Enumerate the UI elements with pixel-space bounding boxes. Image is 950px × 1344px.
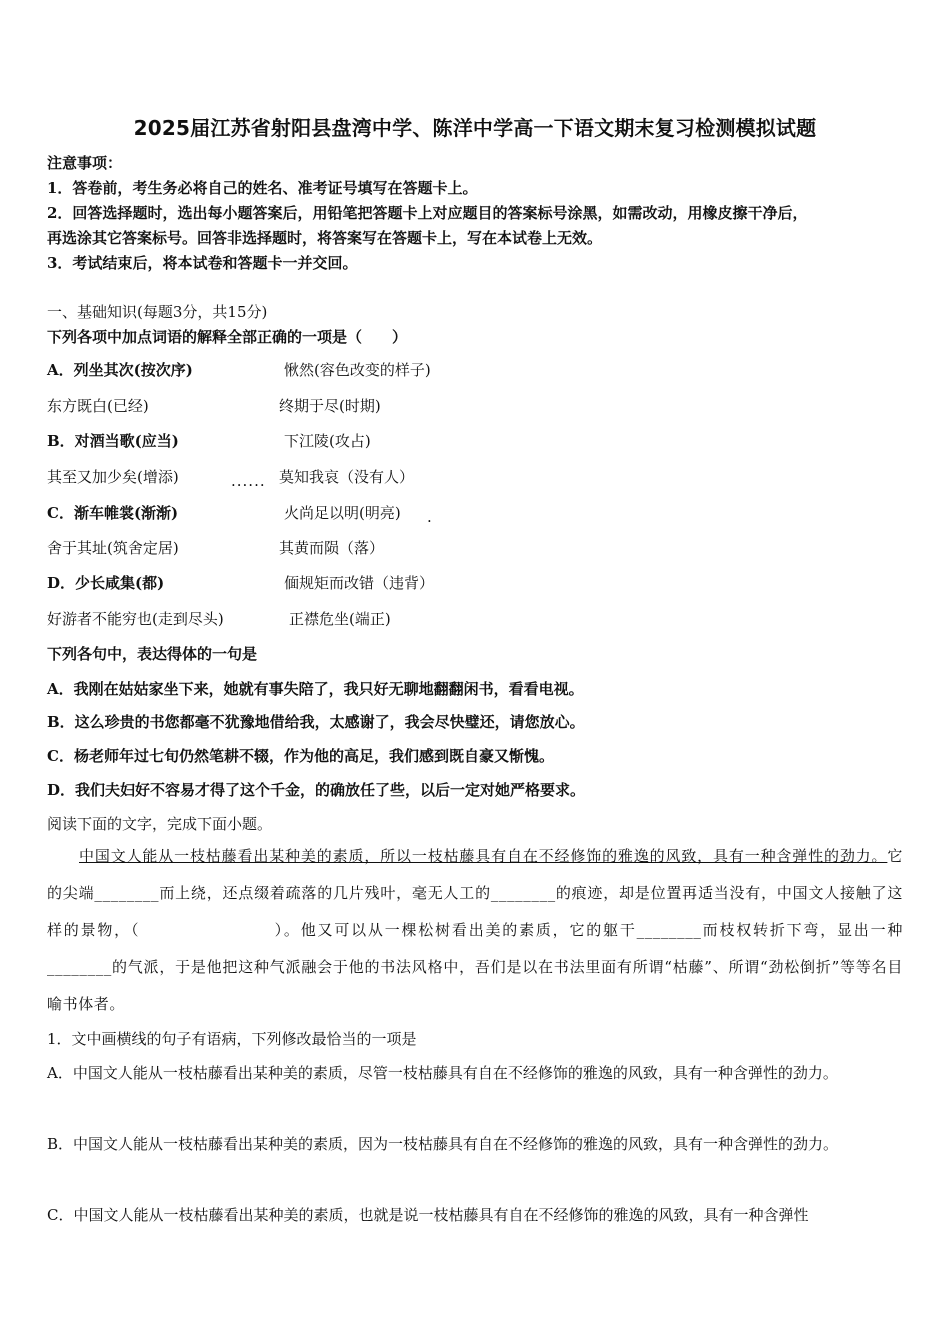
answer-option: A．我刚在姑姑家坐下来，她就有事失陪了，我只好无聊地翻翻闲书，看看电视。 bbox=[47, 680, 584, 698]
option-row bbox=[47, 359, 431, 380]
reading-passage bbox=[47, 838, 903, 1023]
option-term: 舍于其址(筑舍定居) bbox=[47, 539, 179, 557]
reading-intro: 阅读下面的文字，完成下面小题。 bbox=[47, 815, 273, 833]
option-term: 莫知我哀（没有人） bbox=[279, 468, 415, 486]
answer-option: D．我们夫妇好不容易才得了这个千金，的确放任了些，以后一定对她严格要求。 bbox=[47, 781, 586, 799]
answer-option: C．杨老师年过七旬仍然笔耕不辍，作为他的高足，我们感到既自豪又惭愧。 bbox=[47, 747, 554, 765]
notice-item: 3．考试结束后，将本试卷和答题卡一并交回。 bbox=[47, 254, 358, 272]
option-row bbox=[47, 430, 371, 451]
option-term: 终期于尽(时期) bbox=[279, 397, 381, 415]
answer-option: C．中国文人能从一枝枯藤看出某种美的素质，也就是说一枝枯藤具有自在不经修饰的雅逸的风致，具有一种含弹性 bbox=[47, 1206, 809, 1224]
answer-option: A．中国文人能从一枝枯藤看出某种美的素质，尽管一枝枯藤具有自在不经修饰的雅逸的风致，具有一种含弹性的劲力。 bbox=[47, 1064, 838, 1082]
question-stem: 下列各句中，表达得体的一句是 bbox=[47, 645, 258, 663]
notice-item: 1．答卷前，考生务必将自己的姓名、准考证号填写在答题卡上。 bbox=[47, 179, 478, 197]
option-term: 下江陵(攻占) bbox=[284, 432, 371, 450]
option-term: 其黄而陨（落） bbox=[279, 539, 385, 557]
option-term: 东方既白(已经) bbox=[47, 397, 149, 415]
notice-item: 2．回答选择题时，选出每小题答案后，用铅笔把答题卡上对应题目的答案标号涂黑，如需改动，用橡皮擦干净后， bbox=[47, 204, 808, 222]
page-title: 2025届江苏省射阳县盘湾中学、陈洋中学高一下语文期末复习检测模拟试题 bbox=[133, 116, 817, 140]
option-term: 偭规矩而改错（违背） bbox=[284, 574, 435, 592]
option-row bbox=[47, 572, 435, 593]
answer-option: B．这么珍贵的书您都毫不犹豫地借给我，太感谢了，我会尽快璧还，请您放心。 bbox=[47, 713, 585, 731]
question-stem: 下列各项中加点词语的解释全部正确的一项是（ ） bbox=[47, 328, 408, 346]
option-row bbox=[47, 466, 415, 487]
emphasis-dot: . bbox=[427, 508, 433, 526]
option-term: 愀然(容色改变的样子) bbox=[284, 361, 431, 379]
notice-item: 再选涂其它答案标号。回答非选择题时，将答案写在答题卡上，写在本试卷上无效。 bbox=[47, 229, 603, 247]
option-term: A．列坐其次(按次序) bbox=[47, 361, 193, 379]
option-term: 其至又加少矣(增添) bbox=[47, 468, 179, 486]
option-term: B．对酒当歌(应当) bbox=[47, 432, 179, 450]
underlined-sentence: 中国文人能从一枝枯藤看出某种美的素质，所以一枝枯藤具有自在不经修饰的雅逸的风致，具有一种含弹性的劲力。 bbox=[79, 847, 888, 865]
option-row bbox=[47, 502, 401, 523]
option-row bbox=[47, 537, 385, 558]
passage-text: 它的尖端________而上绕，还点缀着疏落的几片残叶，毫无人工的________的痕迹，却是位置再适当没有，中国文人接触了这样的景物，（ ）。他又可以从一棵松树看出美的素质，它的躯干________而枝权转折下弯，显出一种________的气派，于是他把这种气派融会于他的书法风格中，吾们是以在书法里面有所谓“枯藤”、所谓“劲松倒折”等等名目喻书体者。 bbox=[47, 847, 903, 1013]
option-row bbox=[47, 608, 391, 629]
question-stem: 1．文中画横线的句子有语病，下列修改最恰当的一项是 bbox=[47, 1030, 417, 1048]
option-term: D．少长咸集(都) bbox=[47, 574, 165, 592]
section-heading: 一、基础知识(每题3分，共15分) bbox=[47, 303, 268, 321]
answer-option: B．中国文人能从一枝枯藤看出某种美的素质，因为一枝枯藤具有自在不经修饰的雅逸的风致，具有一种含弹性的劲力。 bbox=[47, 1135, 839, 1153]
notice-heading: 注意事项： bbox=[47, 154, 123, 172]
option-row bbox=[47, 395, 381, 416]
option-term: 火尚足以明(明亮) bbox=[284, 504, 401, 522]
emphasis-dots: ...... bbox=[231, 472, 266, 490]
option-term: 正襟危坐(端正) bbox=[289, 610, 391, 628]
option-term: 好游者不能穷也(走到尽头) bbox=[47, 610, 224, 628]
option-term: C．渐车帷裳(渐渐) bbox=[47, 504, 179, 522]
